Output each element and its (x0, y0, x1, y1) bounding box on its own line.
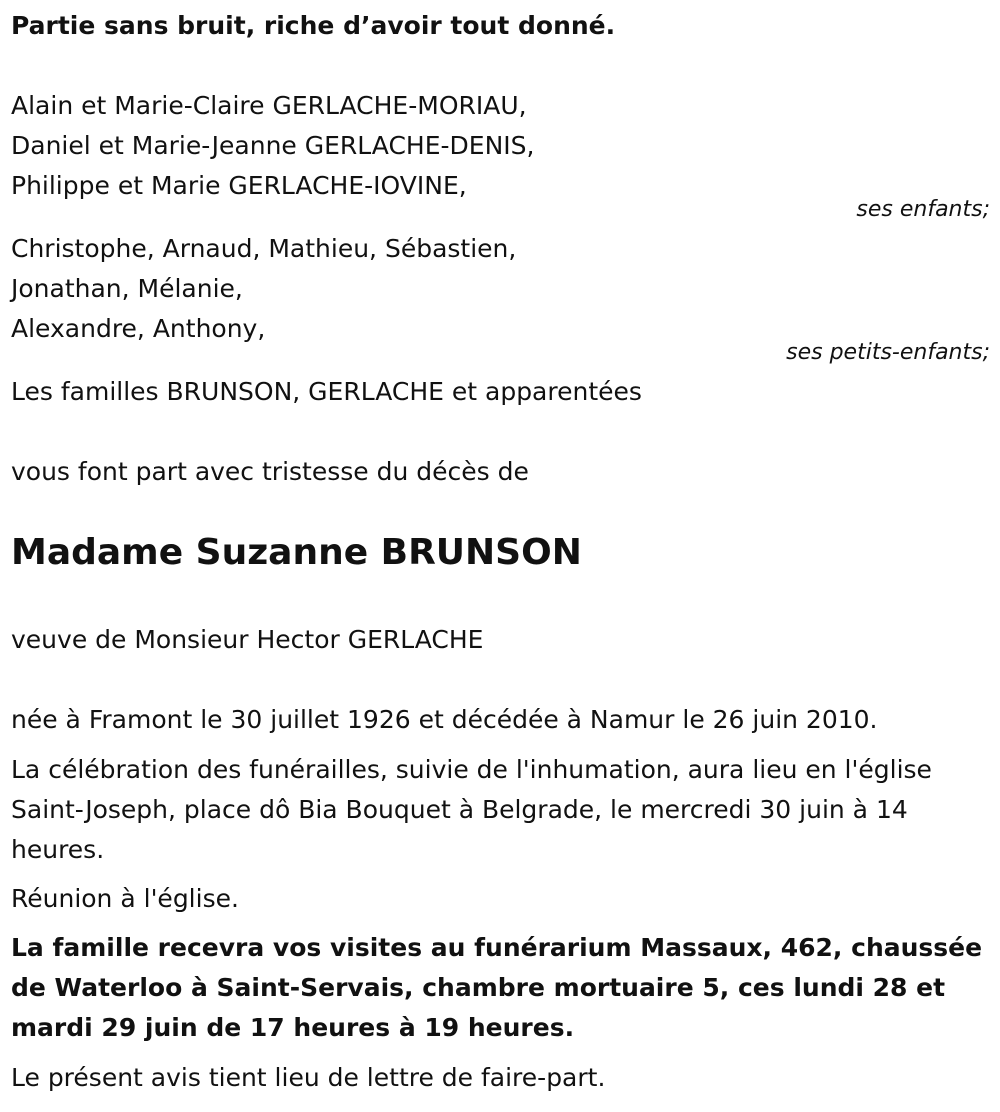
deceased-name: Madame Suzanne BRUNSON (11, 532, 582, 573)
epitaph: Partie sans bruit, riche d’avoir tout donné. (11, 11, 616, 40)
children-line-1: Alain et Marie-Claire GERLACHE-MORIAU, (11, 91, 527, 120)
children-line-2: Daniel et Marie-Jeanne GERLACHE-DENIS, (11, 131, 535, 160)
closing-note: Le présent avis tient lieu de lettre de faire-part. (11, 1063, 606, 1092)
children-role: ses enfants; (856, 197, 990, 222)
grandchildren-line-3: Alexandre, Anthony, (11, 314, 266, 343)
children-line-3: Philippe et Marie GERLACHE-IOVINE, (11, 171, 467, 200)
widow-of: veuve de Monsieur Hector GERLACHE (11, 625, 484, 654)
birth-death: née à Framont le 30 juillet 1926 et décédée à Namur le 26 juin 2010. (11, 705, 878, 734)
grandchildren-role: ses petits-enfants; (786, 340, 990, 365)
grandchildren-line-2: Jonathan, Mélanie, (11, 274, 243, 303)
announcement: vous font part avec tristesse du décès de (11, 457, 529, 486)
ceremony-paragraph: La célébration des funérailles, suivie de l'inhumation, aura lieu en l'église Saint-Joseph, place dô Bia Bouquet à Belgrade, le mercredi 30 juin à 14 heures. (11, 755, 932, 864)
grandchildren-line-1: Christophe, Arnaud, Mathieu, Sébastien, (11, 234, 517, 263)
visits-paragraph: La famille recevra vos visites au funérarium Massaux, 462, chaussée de Waterloo à Saint-Servais, chambre mortuaire 5, ces lundi 28 et mardi 29 juin de 17 heures à 19 heures. (11, 933, 983, 1042)
families: Les familles BRUNSON, GERLACHE et apparentées (11, 377, 642, 406)
meeting-note: Réunion à l'église. (11, 884, 239, 913)
